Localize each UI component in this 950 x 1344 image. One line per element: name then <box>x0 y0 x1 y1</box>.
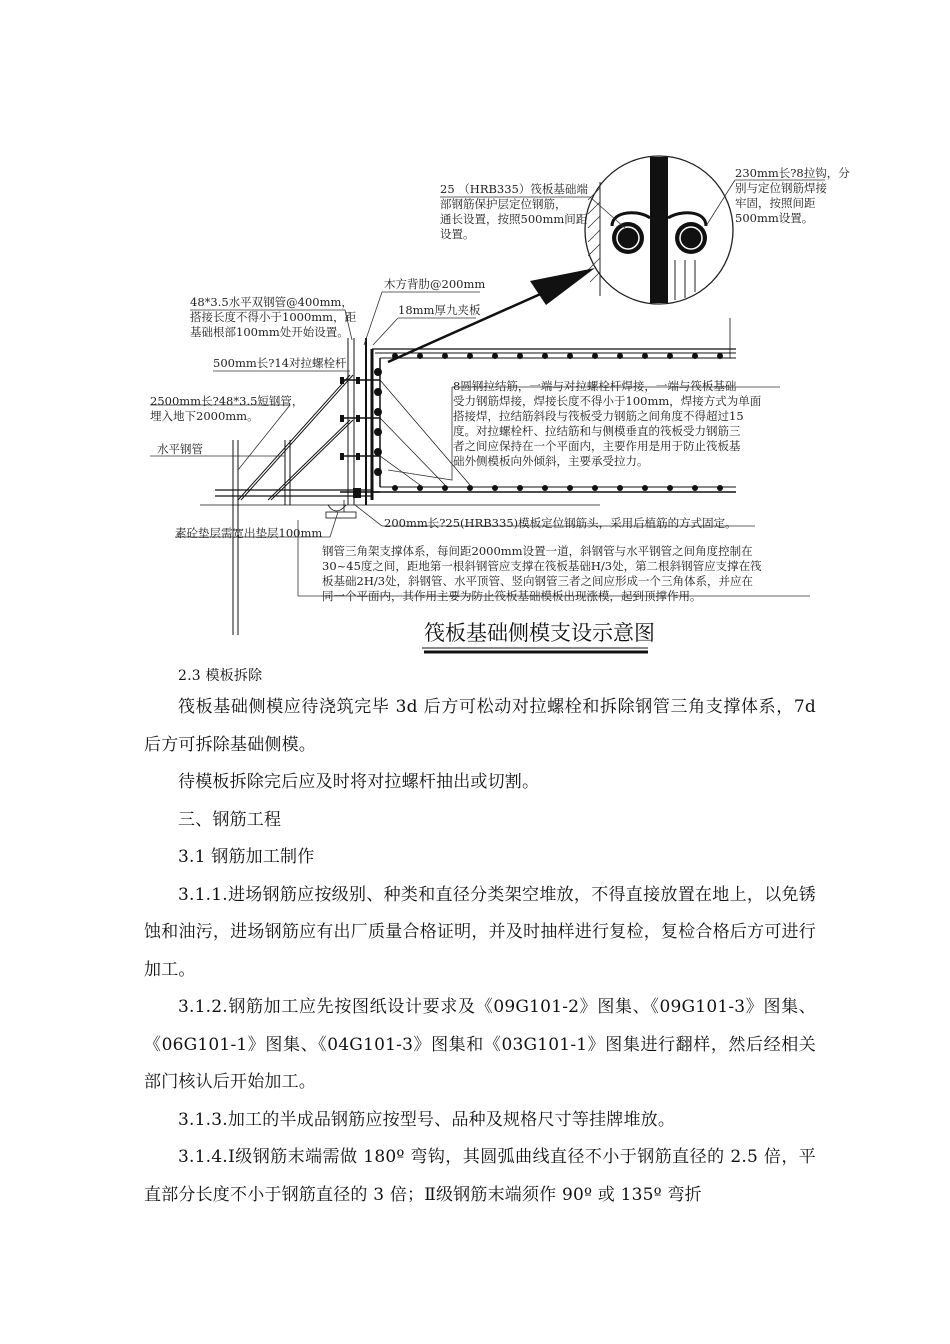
paragraph: 3.1.2.钢筋加工应先按图纸设计要求及《09G101-2》图集、《09G101-3》图集、《06G101-1》图集、《04G101-3》图集和《03G101-1》图集进行翻样，然后经相关部门核认后开始加工。 <box>144 997 816 1092</box>
label-line: 础外侧模板向外倾斜，主要承受拉力。 <box>453 454 649 468</box>
body-text <box>144 664 816 1214</box>
label-line: 2500mm长?48*3.5短钢管， <box>150 394 304 408</box>
paragraph: 3.1 钢筋加工制作 <box>178 847 315 867</box>
label-line: 基础根部100mm处开始设置。 <box>190 325 349 339</box>
detail-circle <box>585 156 733 304</box>
label-line: 30~45度之间，距地第一根斜钢管应支撑在筏板基础H/3处，第二根斜钢管应支撑在筏 <box>322 559 762 573</box>
label-short-pipe <box>150 394 303 424</box>
label-line: 别与定位钢筋焊接 <box>735 181 827 195</box>
label-line: 500mm设置。 <box>735 211 814 225</box>
label-line: 埋入地下2000mm。 <box>150 409 259 423</box>
paragraph: 待模板拆除完后应及时将对拉螺杆抽出或切割。 <box>178 772 540 792</box>
paragraph: 3.1.3.加工的半成品钢筋应按型号、品种及规格尺寸等挂牌堆放。 <box>178 1109 676 1130</box>
label-line: 搭接焊，拉结筋斜段与筏板受力钢筋之间角度不得超过15 <box>453 409 744 423</box>
label-pipe-48 <box>190 295 356 340</box>
label-line: 牢固，按照间距 <box>735 196 816 210</box>
label-triangle <box>322 544 762 604</box>
label-rebar-25 <box>440 182 588 242</box>
bolt-markers <box>340 377 361 498</box>
label-cushion: 素砼垫层需宽出垫层100mm <box>175 526 323 540</box>
paragraph: 3.1.4.Ⅰ级钢筋末端需做 180º 弯钩，其圆弧曲线直径不小于钢筋直径的 2.5 倍，平直部分长度不小于钢筋直径的 3 倍；Ⅱ级钢筋末端须作 90º 或 135º 弯折 <box>144 1147 816 1205</box>
label-tie-bar <box>453 379 761 469</box>
label-line: 钢管三角架支撑体系，每间距2000mm设置一道，斜钢管与水平钢管之间角度控制在 <box>322 544 753 558</box>
label-plywood: 18mm厚九夹板 <box>398 303 481 317</box>
label-line: 25 （HRB335）筏板基础端 <box>440 182 588 196</box>
label-line: 设置。 <box>440 227 475 241</box>
label-line: 受力钢筋焊接，焊接长度不得小于100mm，焊接方式为单面 <box>453 394 762 408</box>
label-line: 48*3.5水平双钢管@400mm， <box>190 295 353 309</box>
label-locating-bar: 200mm长?25(HRB335)模板定位钢筋头，采用后植筋的方式固定。 <box>384 516 737 530</box>
paragraph: 3.1.1.进场钢筋应按级别、种类和直径分类架空堆放，不得直接放置在地上，以免锈蚀和油污，进场钢筋应有出厂质量合格证明，并及时抽样进行复检，复检合格后方可进行加工。 <box>144 884 816 980</box>
label-line: 者之间应保持在一个平面内，主要作用是用于防止筏板基 <box>453 439 741 453</box>
label-line: 8圆钢拉结筋，一端与对拉螺栓杆焊接，一端与筏板基础 <box>453 379 737 393</box>
label-horizontal-pipe: 水平钢管 <box>157 442 203 456</box>
label-hook-8 <box>735 166 850 226</box>
label-bolt-14: 500mm长?14对拉螺栓杆 <box>213 356 347 370</box>
label-line: 板基础2H/3处，斜钢管、水平顶管、竖向钢管三者之间应形成一个三角体系，并应在 <box>322 574 754 588</box>
paragraph: 筏板基础侧模应待浇筑完毕 3d 后方可松动对拉螺栓和拆除钢管三角支撑体系，7d 后方可拆除基础侧模。 <box>144 697 816 755</box>
label-line: 同一个平面内，其作用主要为防止筏板基础模板出现涨模，起到顶撑作用。 <box>322 589 702 603</box>
label-line: 通长设置，按照500mm间距 <box>440 212 588 226</box>
label-timber: 木方背肋@200mm <box>384 277 486 291</box>
label-line: 230mm长?8拉钩，分 <box>735 166 850 180</box>
label-line: 度。对拉螺栓杆、拉结筋和与侧模垂直的筏板受力钢筋三 <box>453 424 741 438</box>
figure-title: 筏板基础侧模支设示意图 <box>424 621 655 645</box>
section-heading: 2.3 模板拆除 <box>178 668 263 684</box>
label-line: 搭接长度不得小于1000mm，距 <box>190 310 357 324</box>
label-line: 部钢筋保护层定位钢筋， <box>440 197 567 211</box>
paragraph: 三、钢筋工程 <box>178 809 282 830</box>
